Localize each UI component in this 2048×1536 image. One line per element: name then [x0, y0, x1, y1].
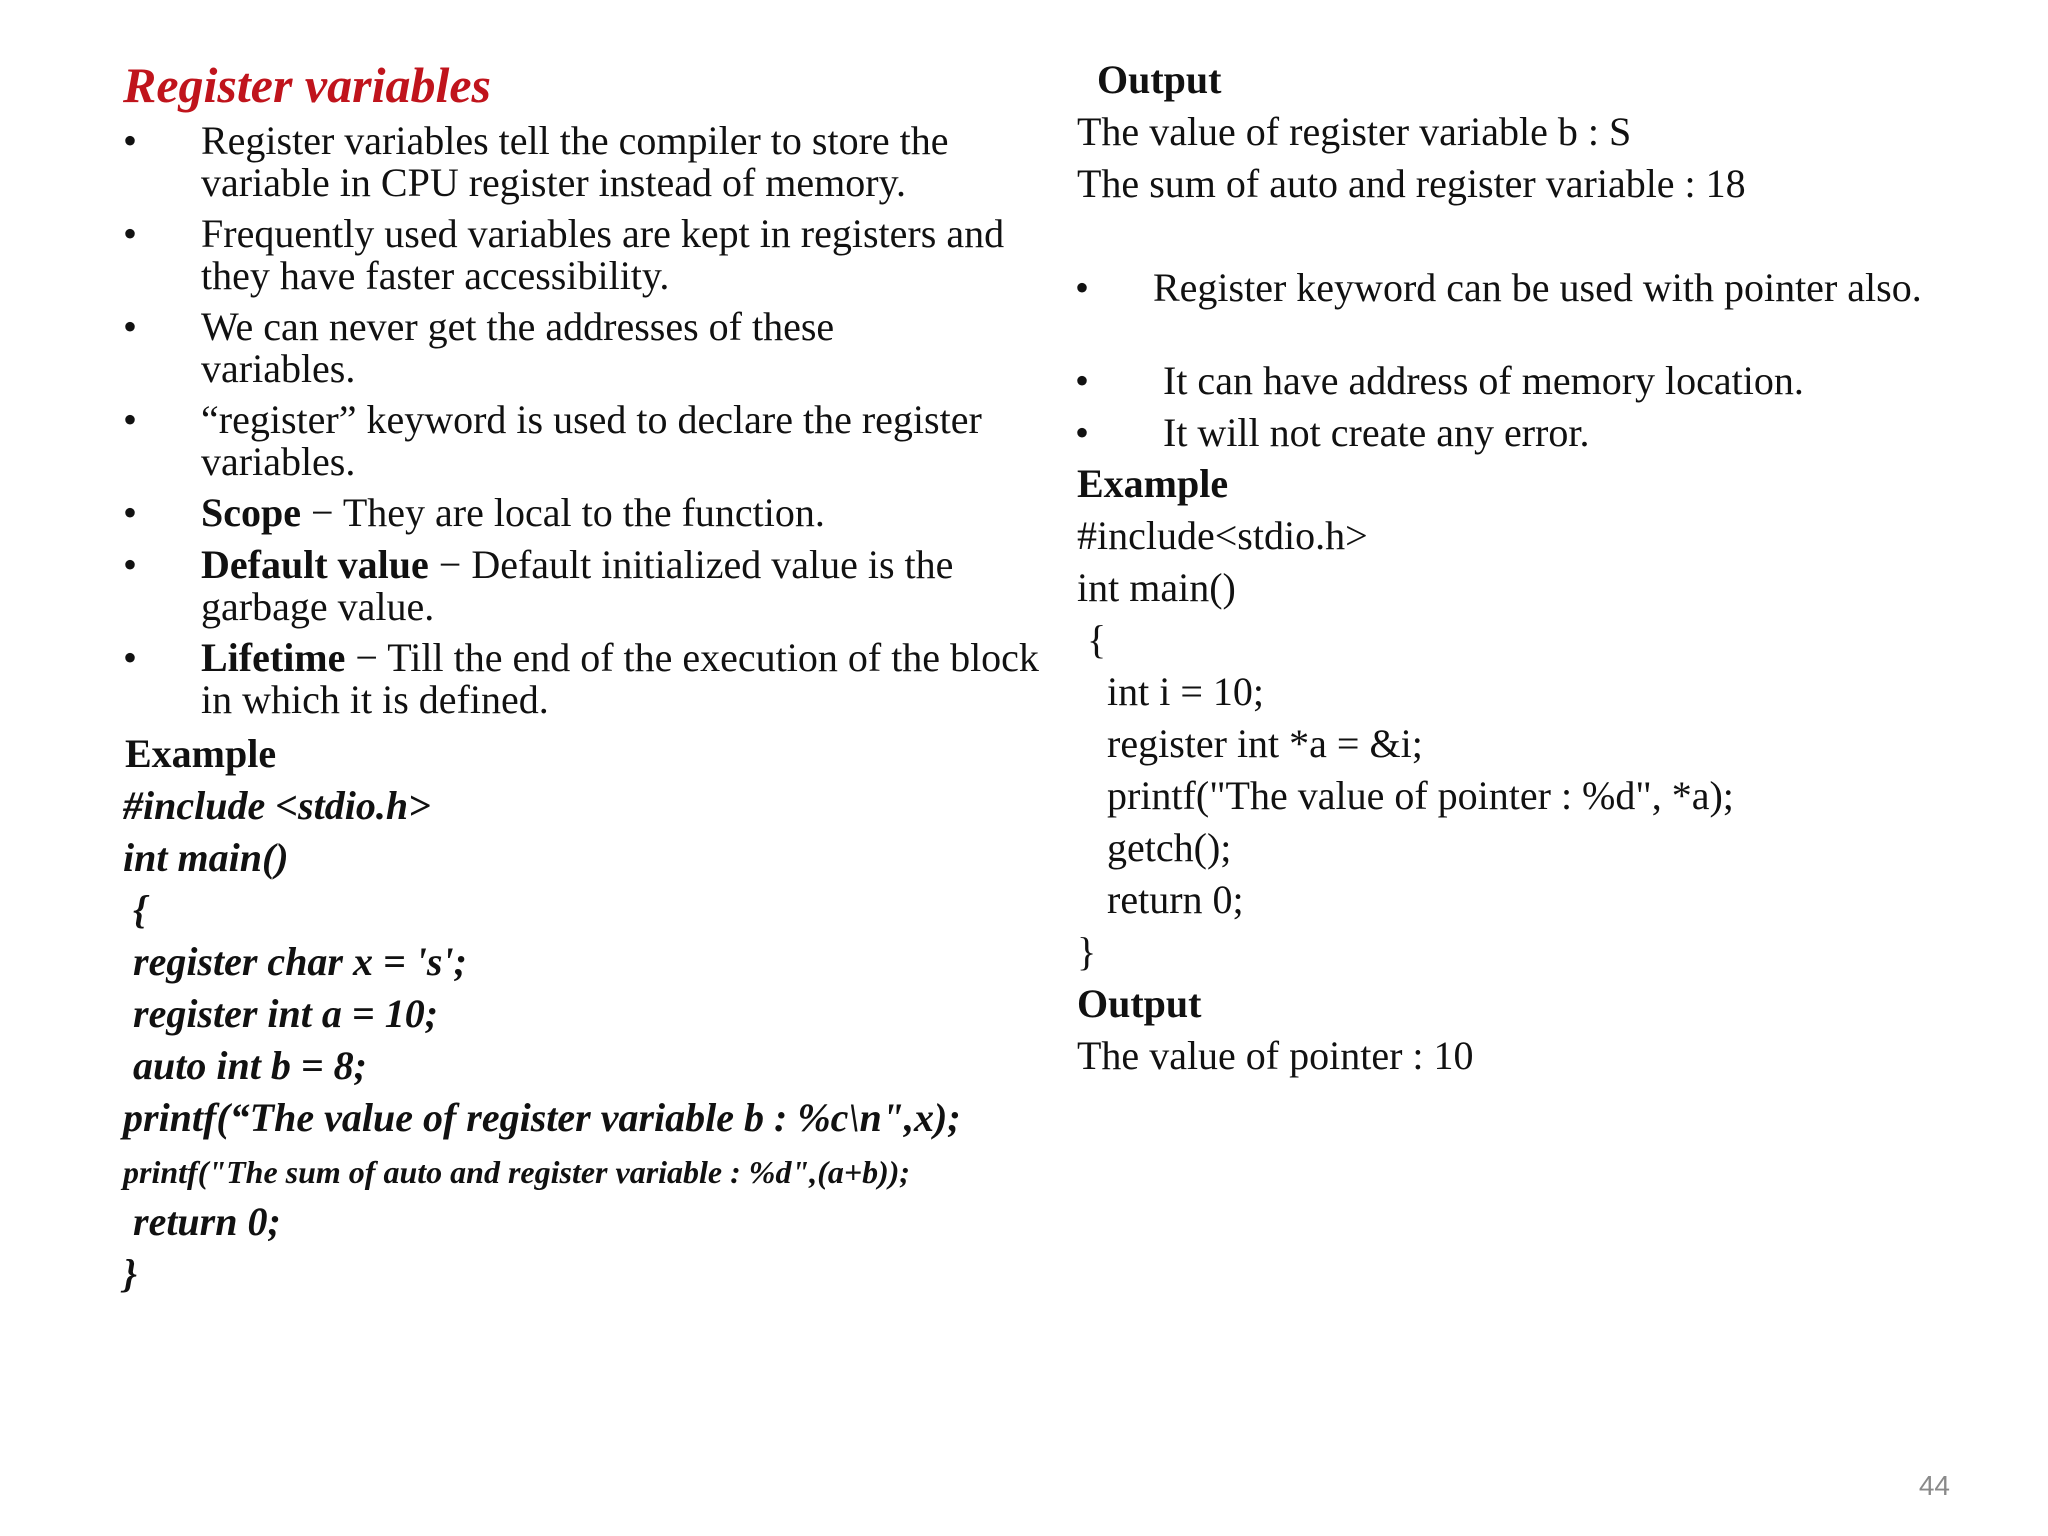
- code-line: register char x = 's';: [123, 939, 467, 984]
- code-line: }: [123, 1251, 137, 1296]
- bullet-text: “register” keyword is used to declare the register variables.: [201, 397, 982, 484]
- bullet-text: It will not create any error.: [1153, 410, 1590, 455]
- output-heading: Output: [1077, 981, 1202, 1026]
- bullet-text: We can never get the addresses of these variables.: [201, 304, 835, 391]
- slide-title: Register variables: [123, 57, 492, 113]
- bullet-text: Scope − They are local to the function.: [201, 490, 825, 535]
- bullet-icon: •: [1075, 358, 1090, 403]
- code-line: register int a = 10;: [123, 991, 439, 1036]
- bullet-icon: •: [123, 304, 138, 349]
- code-line: int i = 10;: [1077, 669, 1265, 714]
- code-line: return 0;: [1077, 877, 1244, 922]
- output-heading: Output: [1097, 57, 1222, 102]
- code-line: {: [123, 887, 147, 932]
- bullet-icon: •: [1075, 265, 1090, 310]
- bullet-text: Default value − Default initialized value is the garbage value.: [201, 542, 954, 629]
- bullet-text: It can have address of memory location.: [1153, 358, 1804, 403]
- bullet-icon: •: [123, 211, 138, 256]
- code-line: return 0;: [123, 1199, 281, 1244]
- output-line: The value of register variable b : S: [1077, 109, 1632, 154]
- bullet-icon: •: [123, 397, 138, 442]
- code-line: }: [1077, 929, 1097, 974]
- bullet-icon: •: [1075, 410, 1090, 455]
- code-line: {: [1077, 617, 1107, 662]
- output-line: The value of pointer : 10: [1077, 1033, 1474, 1078]
- code-line: #include <stdio.h>: [123, 783, 431, 828]
- code-line: printf("The value of pointer : %d", *a);: [1077, 773, 1734, 818]
- code-line: printf(“The value of register variable b : %c\n",x);: [123, 1095, 961, 1140]
- bullet-icon: •: [123, 542, 138, 587]
- code-line: #include<stdio.h>: [1077, 513, 1368, 558]
- output-line: The sum of auto and register variable : 18: [1077, 161, 1746, 206]
- bullet-icon: •: [123, 490, 138, 535]
- bullet-text: Frequently used variables are kept in registers and they have faster accessibility.: [201, 211, 1005, 298]
- example-heading: Example: [1077, 461, 1229, 506]
- code-line: printf("The sum of auto and register variable : %d",(a+b));: [123, 1154, 911, 1190]
- bullet-icon: •: [123, 118, 138, 163]
- bullet-text: Register variables tell the compiler to store the variable in CPU register instead of memory.: [201, 118, 949, 205]
- page-number: 44: [1918, 1470, 1950, 1501]
- code-line: auto int b = 8;: [123, 1043, 367, 1088]
- bullet-text: Lifetime − Till the end of the execution of the block in which it is defined.: [201, 635, 1039, 722]
- code-line: getch();: [1077, 825, 1232, 870]
- bullet-text: Register keyword can be used with pointer also.: [1153, 265, 1922, 310]
- code-line: int main(): [1077, 565, 1236, 610]
- code-line: register int *a = &i;: [1077, 721, 1423, 766]
- code-line: int main(): [123, 835, 289, 880]
- bullet-icon: •: [123, 635, 138, 680]
- example-heading: Example: [125, 731, 277, 776]
